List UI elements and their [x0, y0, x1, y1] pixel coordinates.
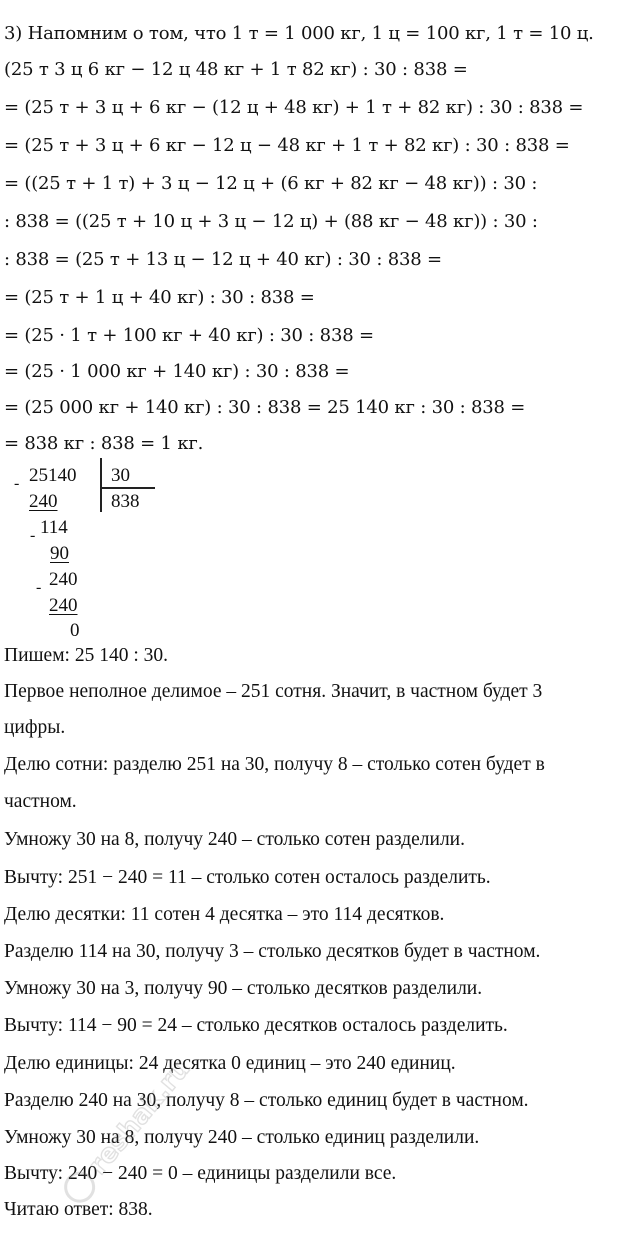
explanation-line: Делю сотни: разделю 251 на 30, получу 8 – столько сотен будет в: [4, 754, 545, 775]
equation-line: = (25 т + 1 ц + 40 кг) : 30 : 838 =: [4, 287, 315, 308]
explanation-line: Читаю ответ: 838.: [4, 1199, 153, 1220]
explanation-line: Умножу 30 на 8, получу 240 – столько сотен разделили.: [4, 829, 465, 850]
partial-product: 240: [49, 595, 78, 616]
explanation-line: Делю единицы: 24 десятка 0 единиц – это 240 единиц.: [4, 1053, 456, 1074]
equation-line: = (25 000 кг + 140 кг) : 30 : 838 = 25 140 кг : 30 : 838 =: [4, 397, 526, 418]
final-remainder: 0: [70, 620, 80, 641]
minus-sign: -: [30, 527, 36, 544]
explanation-line: Вычту: 114 − 90 = 24 – столько десятков осталось разделить.: [4, 1015, 508, 1036]
explanation-line: Первое неполное делимое – 251 сотня. Значит, в частном будет 3: [4, 681, 543, 702]
division-vertical-bar: [100, 458, 102, 512]
equation-line: = (25 · 1 000 кг + 140 кг) : 30 : 838 =: [4, 361, 350, 382]
partial-product: 240: [29, 491, 58, 512]
minus-sign: -: [36, 579, 42, 596]
intro-line: 3) Напомним о том, что 1 т = 1 000 кг, 1 ц = 100 кг, 1 т = 10 ц.: [4, 23, 594, 44]
equation-line: = (25 · 1 т + 100 кг + 40 кг) : 30 : 838 =: [4, 325, 374, 346]
watermark-logo: [20, 1050, 210, 1240]
explanation-line: Умножу 30 на 3, получу 90 – столько десятков разделили.: [4, 978, 483, 999]
equation-line: : 838 = (25 т + 13 ц − 12 ц + 40 кг) : 30 : 838 =: [4, 249, 442, 270]
explanation-line: Разделю 114 на 30, получу 3 – столько десятков будет в частном.: [4, 941, 541, 962]
division-horizontal-bar: [100, 487, 155, 489]
partial-product: 90: [50, 543, 69, 564]
quotient: 838: [111, 491, 140, 512]
divisor: 30: [111, 465, 130, 486]
explanation-line: Умножу 30 на 8, получу 240 – столько единиц разделили.: [4, 1127, 480, 1148]
minus-sign: -: [14, 475, 20, 492]
explanation-line: цифры.: [4, 717, 66, 738]
equation-line: = 838 кг : 838 = 1 кг.: [4, 433, 204, 454]
equation-line: = (25 т + 3 ц + 6 кг − 12 ц − 48 кг + 1 т + 82 кг) : 30 : 838 =: [4, 135, 570, 156]
partial-remainder: 240: [49, 569, 78, 590]
dividend: 25140: [29, 465, 77, 486]
equation-line: = (25 т + 3 ц + 6 кг − (12 ц + 48 кг) + 1 т + 82 кг) : 30 : 838 =: [4, 97, 584, 118]
partial-remainder: 114: [40, 517, 68, 538]
equation-line: : 838 = ((25 т + 10 ц + 3 ц − 12 ц) + (88 кг − 48 кг)) : 30 :: [4, 211, 538, 232]
explanation-line: Разделю 240 на 30, получу 8 – столько единиц будет в частном.: [4, 1090, 529, 1111]
equation-line: = ((25 т + 1 т) + 3 ц − 12 ц + (6 кг + 82 кг − 48 кг)) : 30 :: [4, 173, 538, 194]
equation-line: (25 т 3 ц 6 кг − 12 ц 48 кг + 1 т 82 кг) : 30 : 838 =: [4, 59, 468, 80]
explanation-line: Пишем: 25 140 : 30.: [4, 645, 168, 666]
explanation-line: Вычту: 251 − 240 = 11 – столько сотен осталось разделить.: [4, 867, 491, 888]
explanation-line: Вычту: 240 − 240 = 0 – единицы разделили все.: [4, 1163, 397, 1184]
watermark-text: reshak.ru: [83, 1053, 197, 1181]
explanation-line: частном.: [4, 791, 77, 812]
explanation-line: Делю десятки: 11 сотен 4 десятка – это 114 десятков.: [4, 904, 445, 925]
